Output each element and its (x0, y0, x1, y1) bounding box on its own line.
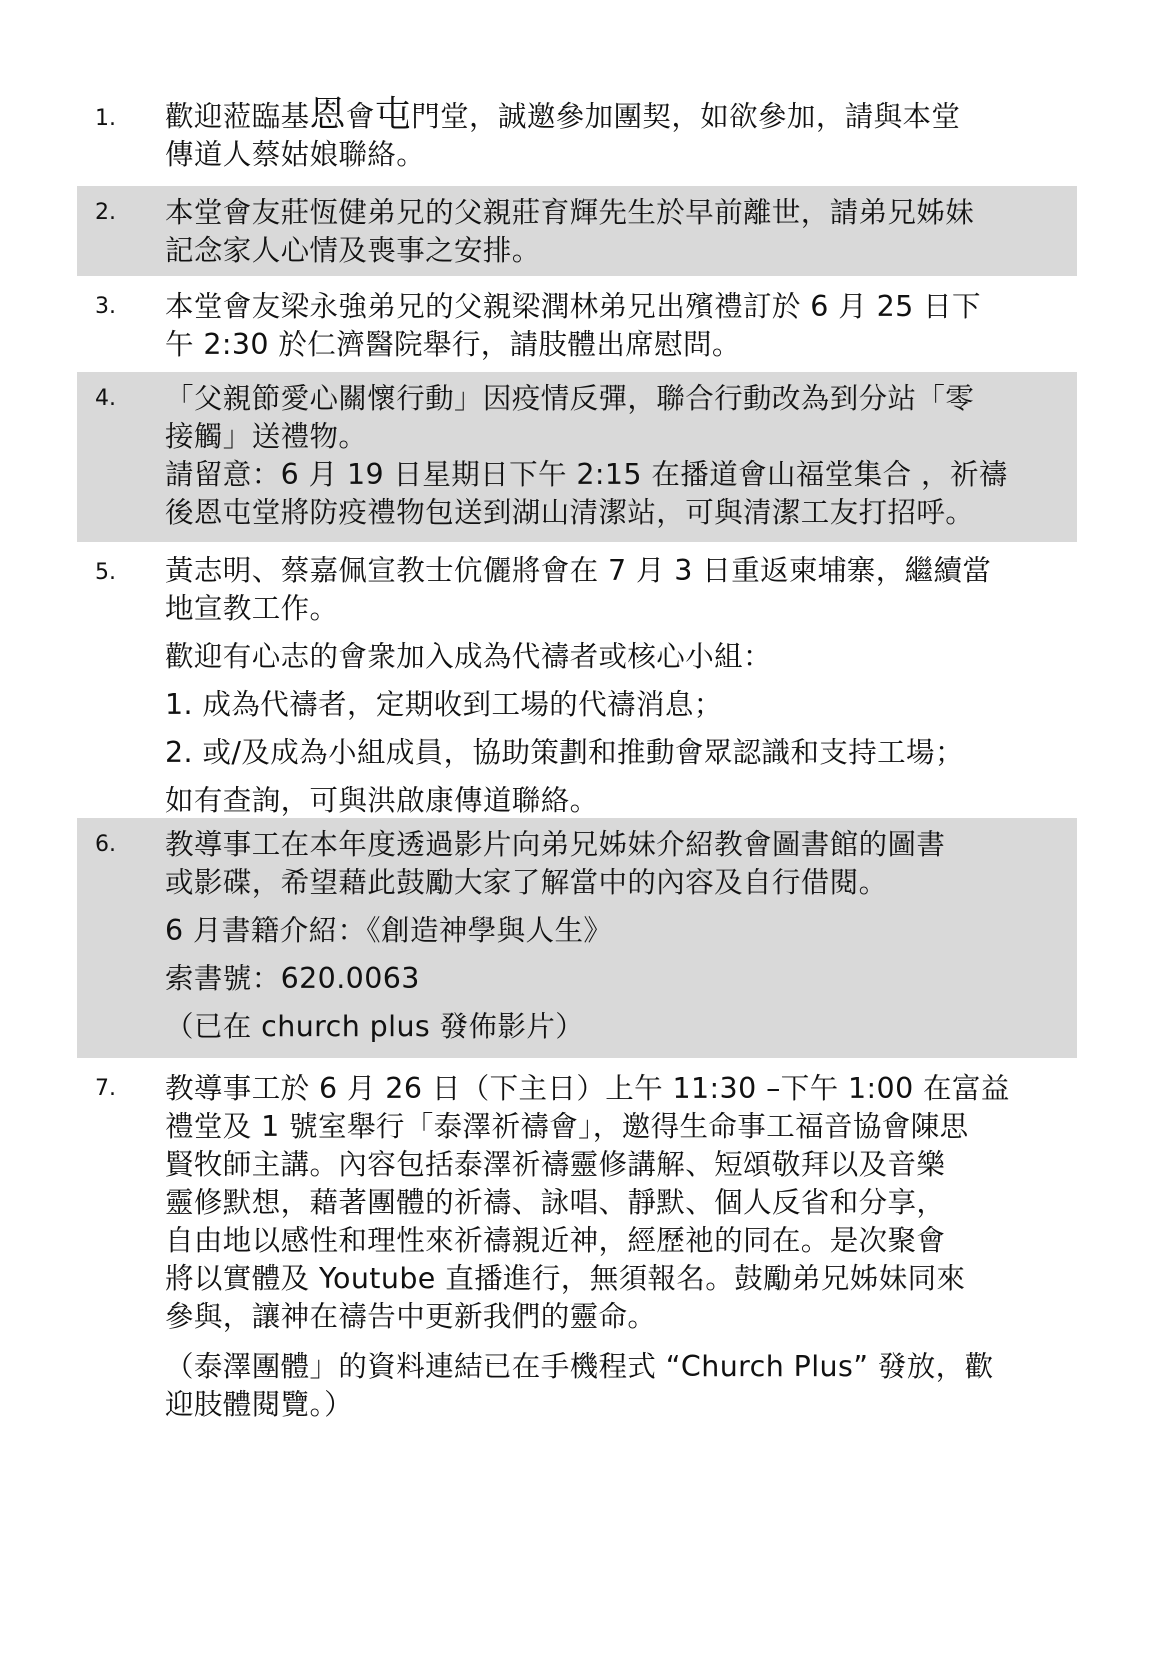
item-line: 傳道人蔡姑娘聯絡。 (165, 138, 426, 171)
item-line: 本堂會友莊恆健弟兄的父親莊育輝先生於早前離世，請弟兄姊妹 (165, 196, 975, 229)
item-line: 黃志明、蔡嘉佩宣教士伉儷將會在 7 月 3 日重返柬埔寨，繼續當 (165, 554, 992, 587)
item-line: 請留意：6 月 19 日星期日下午 2:15 在播道會山福堂集合 ，祈禱 (165, 458, 1008, 491)
call-number: 索書號：620.0063 (165, 962, 420, 995)
item-number: 6. (95, 832, 116, 857)
item-paragraph: 1. 成為代禱者，定期收到工場的代禱消息； (165, 688, 723, 721)
item-number: 2. (95, 200, 116, 225)
video-note: （已在 church plus 發佈影片） (165, 1010, 585, 1043)
announcement-5 (77, 548, 1077, 817)
item-line: 教導事工在本年度透過影片向弟兄姊妹介紹教會圖書館的圖書 (165, 828, 946, 861)
item-line: 將以實體及 Youtube 直播進行，無須報名。鼓勵弟兄姊妹同來 (165, 1262, 966, 1295)
item-paragraph: 歡迎有心志的會衆加入成為代禱者或核心小組： (165, 640, 772, 673)
item-line: 賢牧師主講。內容包括泰澤祈禱靈修講解、短頌敬拜以及音樂 (165, 1148, 946, 1181)
book-introduction: 6 月書籍介紹：《創造神學與人生》 (165, 914, 613, 947)
item-paragraph: 如有查詢，可與洪啟康傳道聯絡。 (165, 784, 599, 817)
announcement-3 (77, 282, 1077, 366)
item-number: 5. (95, 560, 116, 585)
announcement-7 (77, 1064, 1077, 1424)
item-number: 3. (95, 294, 116, 319)
item-number: 4. (95, 386, 116, 411)
announcement-2 (77, 186, 1077, 276)
item-line: 教導事工於 6 月 26 日（下主日）上午 11:30 –下午 1:00 在富益 (165, 1072, 1010, 1105)
item-line: 記念家人心情及喪事之安排。 (165, 234, 541, 267)
item-line: 或影碟，希望藉此鼓勵大家了解當中的內容及自行借閱。 (165, 866, 888, 899)
item-line: 本堂會友梁永強弟兄的父親梁潤林弟兄出殯禮訂於 6 月 25 日下 (165, 290, 981, 323)
item-number: 7. (95, 1076, 116, 1101)
announcement-1 (77, 94, 1077, 174)
item-line: 地宣教工作。 (165, 592, 339, 625)
item-number: 1. (95, 106, 116, 131)
link-note: 迎肢體閱覽。） (165, 1388, 354, 1421)
item-line: 後恩屯堂將防疫禮物包送到湖山清潔站，可與清潔工友打招呼。 (165, 496, 975, 529)
item-line: 靈修默想，藉著團體的祈禱、詠唱、靜默、個人反省和分享， (165, 1186, 946, 1219)
announcement-6 (77, 818, 1077, 1058)
item-line: 午 2:30 於仁濟醫院舉行，請肢體出席慰問。 (165, 328, 741, 361)
item-line: 「父親節愛心關懷行動」因疫情反彈，聯合行動改為到分站「零 (165, 382, 975, 415)
link-note: （泰澤團體」的資料連結已在手機程式 “Church Plus” 發放，歡 (165, 1350, 994, 1383)
item-line: 接觸」送禮物。 (165, 420, 368, 453)
item-line: 禮堂及 1 號室舉行「泰澤祈禱會」，邀得生命事工福音協會陳思 (165, 1110, 969, 1143)
item-line: 歡迎蒞臨基恩會屯門堂，誠邀參加團契，如欲參加，請與本堂 (165, 94, 961, 135)
item-line: 自由地以感性和理性來祈禱親近神，經歷祂的同在。是次聚會 (165, 1224, 946, 1257)
item-paragraph: 2. 或/及成為小組成員，協助策劃和推動會眾認識和支持工場； (165, 736, 964, 769)
item-line: 參與，讓神在禱告中更新我們的靈命。 (165, 1300, 657, 1333)
announcement-4 (77, 372, 1077, 542)
